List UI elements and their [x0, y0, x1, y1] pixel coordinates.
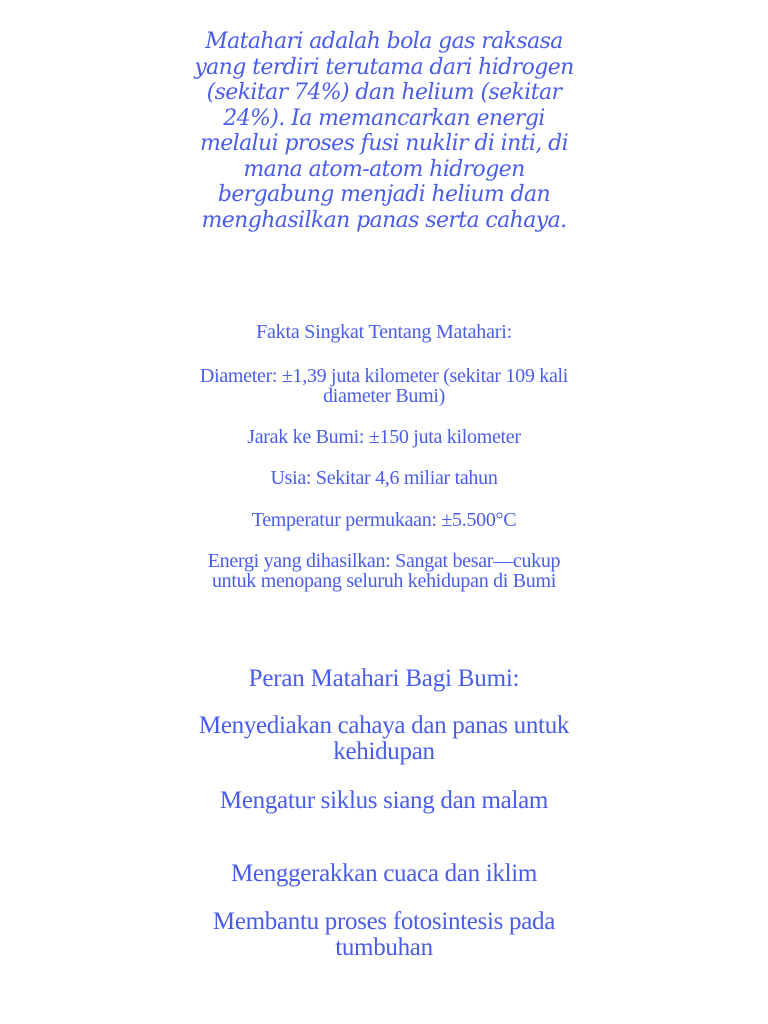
- fact-item-temperature: Temperatur permukaan: ±5.500°C: [251, 509, 517, 531]
- role-item-light-heat: Menyediakan cahaya dan panas untuk kehidupan: [198, 712, 570, 765]
- fact-item-distance: Jarak ke Bumi: ±150 juta kilometer: [247, 426, 521, 448]
- role-item-photosynthesis: Membantu proses fotosintesis pada tumbuhan: [212, 908, 556, 961]
- fact-item-diameter: Diameter: ±1,39 juta kilometer (sekitar 109 kali diameter Bumi): [199, 365, 569, 407]
- intro-paragraph: Matahari adalah bola gas raksasa yang terdiri terutama dari hidrogen (sekitar 74%) dan helium (sekitar 24%). Ia memancarkan energi melalui proses fusi nuklir di inti, di mana atom-atom hidrogen bergabung menjadi helium dan menghasilkan panas serta cahaya.: [194, 29, 574, 233]
- role-item-weather: Menggerakkan cuaca dan iklim: [230, 860, 538, 887]
- fact-item-energy: Energi yang dihasilkan: Sangat besar—cukup untuk menopang seluruh kehidupan di Bumi: [207, 550, 561, 592]
- fact-item-age: Usia: Sekitar 4,6 miliar tahun: [270, 467, 498, 489]
- facts-heading: Fakta Singkat Tentang Matahari:: [256, 321, 512, 343]
- role-item-day-night: Mengatur siklus siang dan malam: [219, 787, 549, 814]
- roles-heading: Peran Matahari Bagi Bumi:: [248, 665, 520, 692]
